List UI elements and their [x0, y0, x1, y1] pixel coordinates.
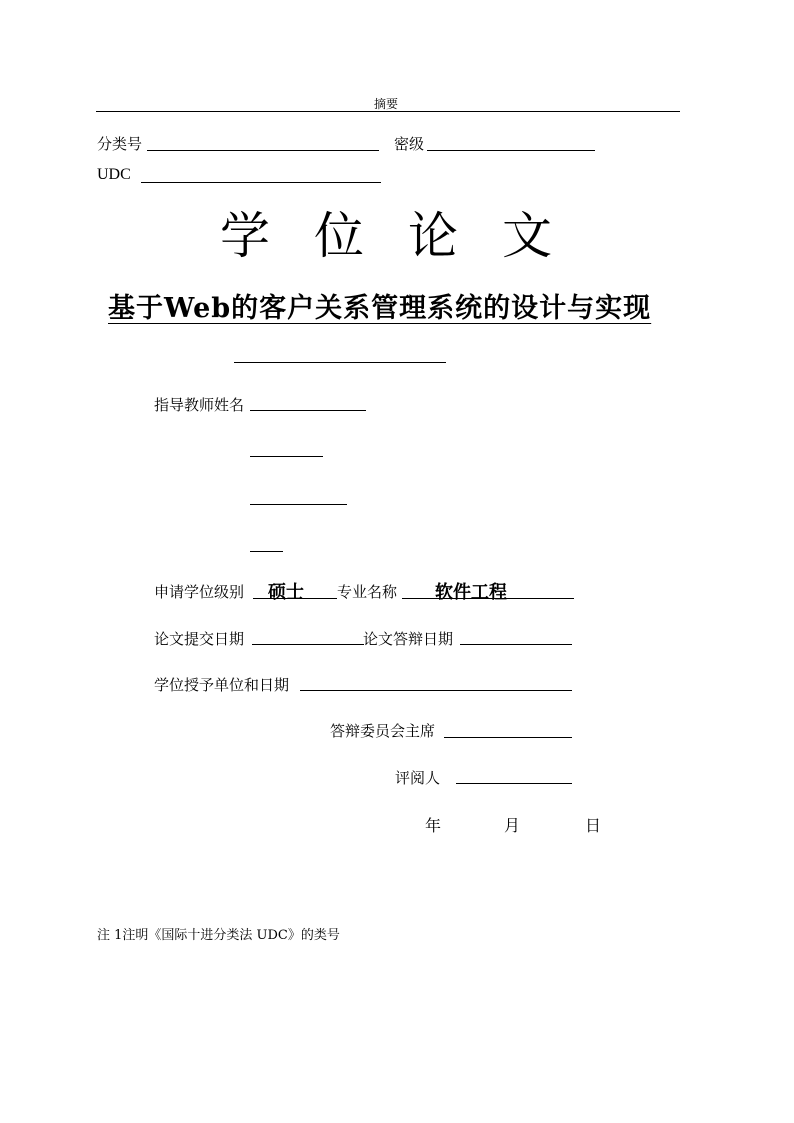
- major-value: 软件工程: [435, 582, 507, 603]
- degree-level-label: 申请学位级别: [154, 583, 245, 601]
- date-day: 日: [585, 816, 602, 835]
- advisor-label: 指导教师姓名: [154, 396, 245, 414]
- grant-field[interactable]: [300, 690, 572, 691]
- major-label: 专业名称: [337, 583, 398, 601]
- page-header: 摘要: [374, 97, 399, 111]
- chair-field[interactable]: [444, 737, 572, 738]
- udc-field[interactable]: [141, 182, 381, 183]
- author-field[interactable]: [234, 362, 446, 363]
- header-rule: [96, 111, 680, 112]
- degree-level-value: 硕士: [268, 582, 304, 603]
- blank-line[interactable]: [250, 456, 323, 457]
- classification-field[interactable]: [147, 150, 379, 151]
- reviewer-label: 评阅人: [395, 769, 441, 787]
- blank-line[interactable]: [250, 504, 347, 505]
- defense-date-label: 论文答辩日期: [363, 630, 454, 648]
- chair-label: 答辩委员会主席: [330, 722, 436, 740]
- secret-level-label: 密级: [394, 135, 425, 153]
- classification-label: 分类号: [97, 135, 143, 153]
- degree-thesis-title: 学位论文: [220, 207, 596, 265]
- blank-line[interactable]: [250, 551, 283, 552]
- advisor-field[interactable]: [250, 410, 366, 411]
- footnote: 注 1注明《国际十进分类法 UDC》的类号: [97, 928, 340, 943]
- udc-label: UDC: [97, 166, 131, 183]
- defense-date-field[interactable]: [460, 644, 572, 645]
- date-year: 年: [425, 816, 442, 835]
- submit-date-label: 论文提交日期: [154, 630, 245, 648]
- date-month: 月: [504, 816, 521, 835]
- thesis-title: 基于Web的客户关系管理系统的设计与实现: [108, 293, 652, 324]
- grant-label: 学位授予单位和日期: [154, 676, 290, 694]
- secret-level-field[interactable]: [427, 150, 595, 151]
- submit-date-field[interactable]: [252, 644, 364, 645]
- reviewer-field[interactable]: [456, 783, 572, 784]
